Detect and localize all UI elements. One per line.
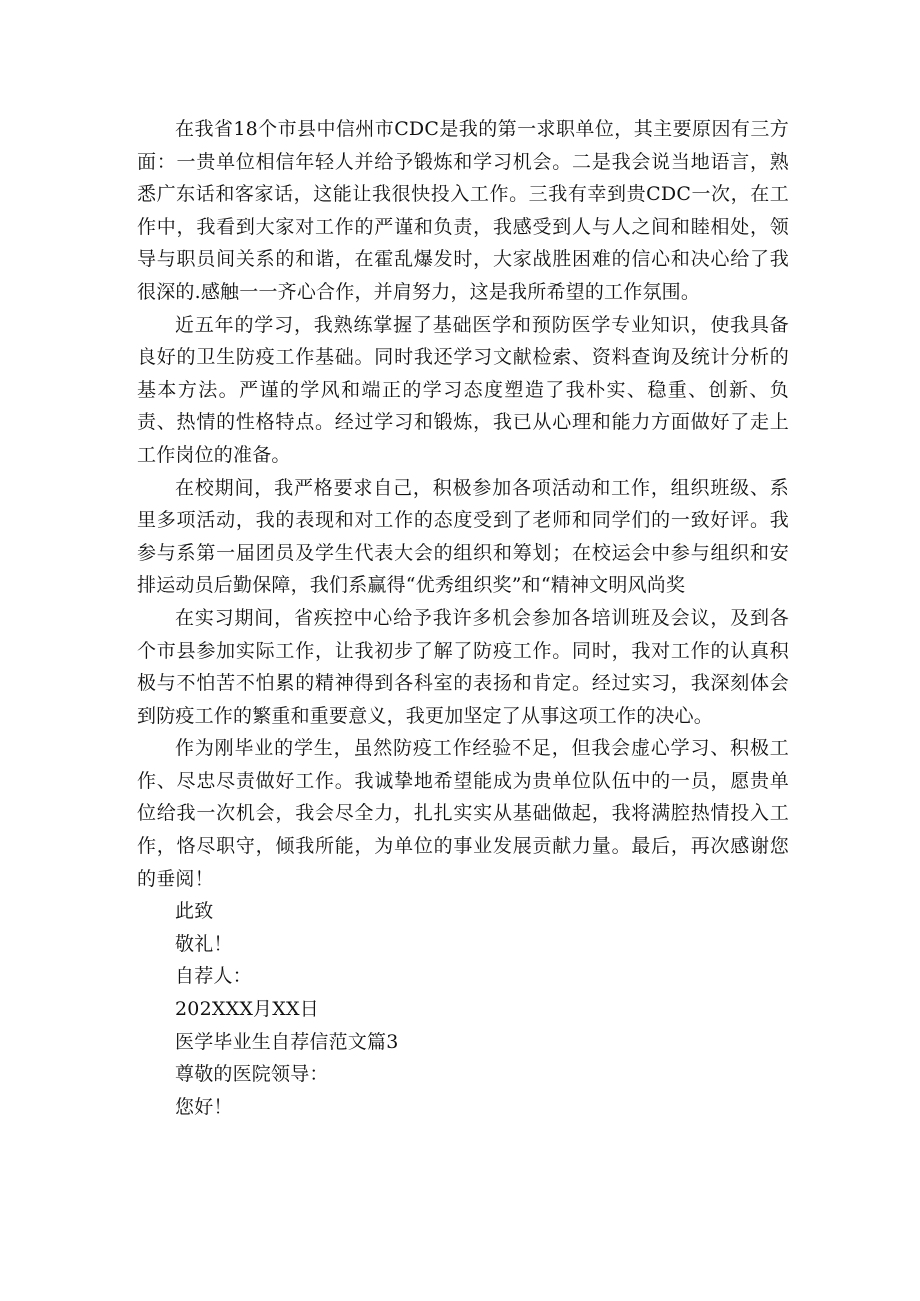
next-letter-title: 医学毕业生自荐信范文篇3 [175, 1030, 399, 1053]
signature-line: 自荐人： [175, 965, 252, 988]
paragraph-campus: 在校期间，我严格要求自己，积极参加各项活动和工作，组织班级、系里多项活动，我的表现和对工作的态度受到了老师和同学们的一致好评。我参与系第一届团员及学生代表大会的组织和筹划；在校运会中参与组织和安排运动员后勤保障，我们系赢得“优秀组织奖”和“精神文明风尚奖 [137, 476, 789, 597]
paragraph-conclusion: 作为刚毕业的学生，虽然防疫工作经验不足，但我会虚心学习、积极工作、尽忠尽责做好工作。我诚挚地希望能成为贵单位队伍中的一员，愿贵单位给我一次机会，我会尽全力，扎扎实实从基础做起，我将满腔热情投入工作，恪尽职守，倾我所能，为单位的事业发展贡献力量。最后，再次感谢您的垂阅！ [137, 737, 789, 890]
next-letter-greeting: 尊敬的医院领导： [175, 1063, 329, 1086]
paragraph-internship: 在实习期间，省疾控中心给予我许多机会参加各培训班及会议，及到各个市县参加实际工作，让我初步了解了防疫工作。同时，我对工作的认真积极与不怕苦不怕累的精神得到各科室的表扬和肯定。经过实习，我深刻体会到防疫工作的繁重和重要意义，我更加坚定了从事这项工作的决心。 [137, 606, 789, 727]
salute-line: 敬礼！ [175, 932, 233, 955]
paragraph-study: 近五年的学习，我熟练掌握了基础医学和预防医学专业知识，使我具备良好的卫生防疫工作基础。同时我还学习文献检索、资料查询及统计分析的基本方法。严谨的学风和端正的学习态度塑造了我朴实、稳重、创新、负责、热情的性格特点。经过学习和锻炼，我已从心理和能力方面做好了走上工作岗位的准备。 [137, 313, 789, 466]
letter-body [137, 113, 789, 1123]
closing-line: 此致 [175, 900, 214, 923]
date-line: 202XXX月XX日 [175, 998, 319, 1021]
next-letter-hello: 您好！ [175, 1095, 233, 1118]
paragraph-reasons: 在我省18个市县中信州市CDC是我的第一求职单位，其主要原因有三方面：一贵单位相信年轻人并给予锻炼和学习机会。二是我会说当地语言，熟悉广东话和客家话，这能让我很快投入工作。三我有幸到贵CDC一次，在工作中，我看到大家对工作的严谨和负责，我感受到人与人之间和睦相处，领导与职员间关系的和谐，在霍乱爆发时，大家战胜困难的信心和决心给了我很深的.感触一一齐心合作，并肩努力，这是我所希望的工作氛围。 [137, 118, 789, 303]
